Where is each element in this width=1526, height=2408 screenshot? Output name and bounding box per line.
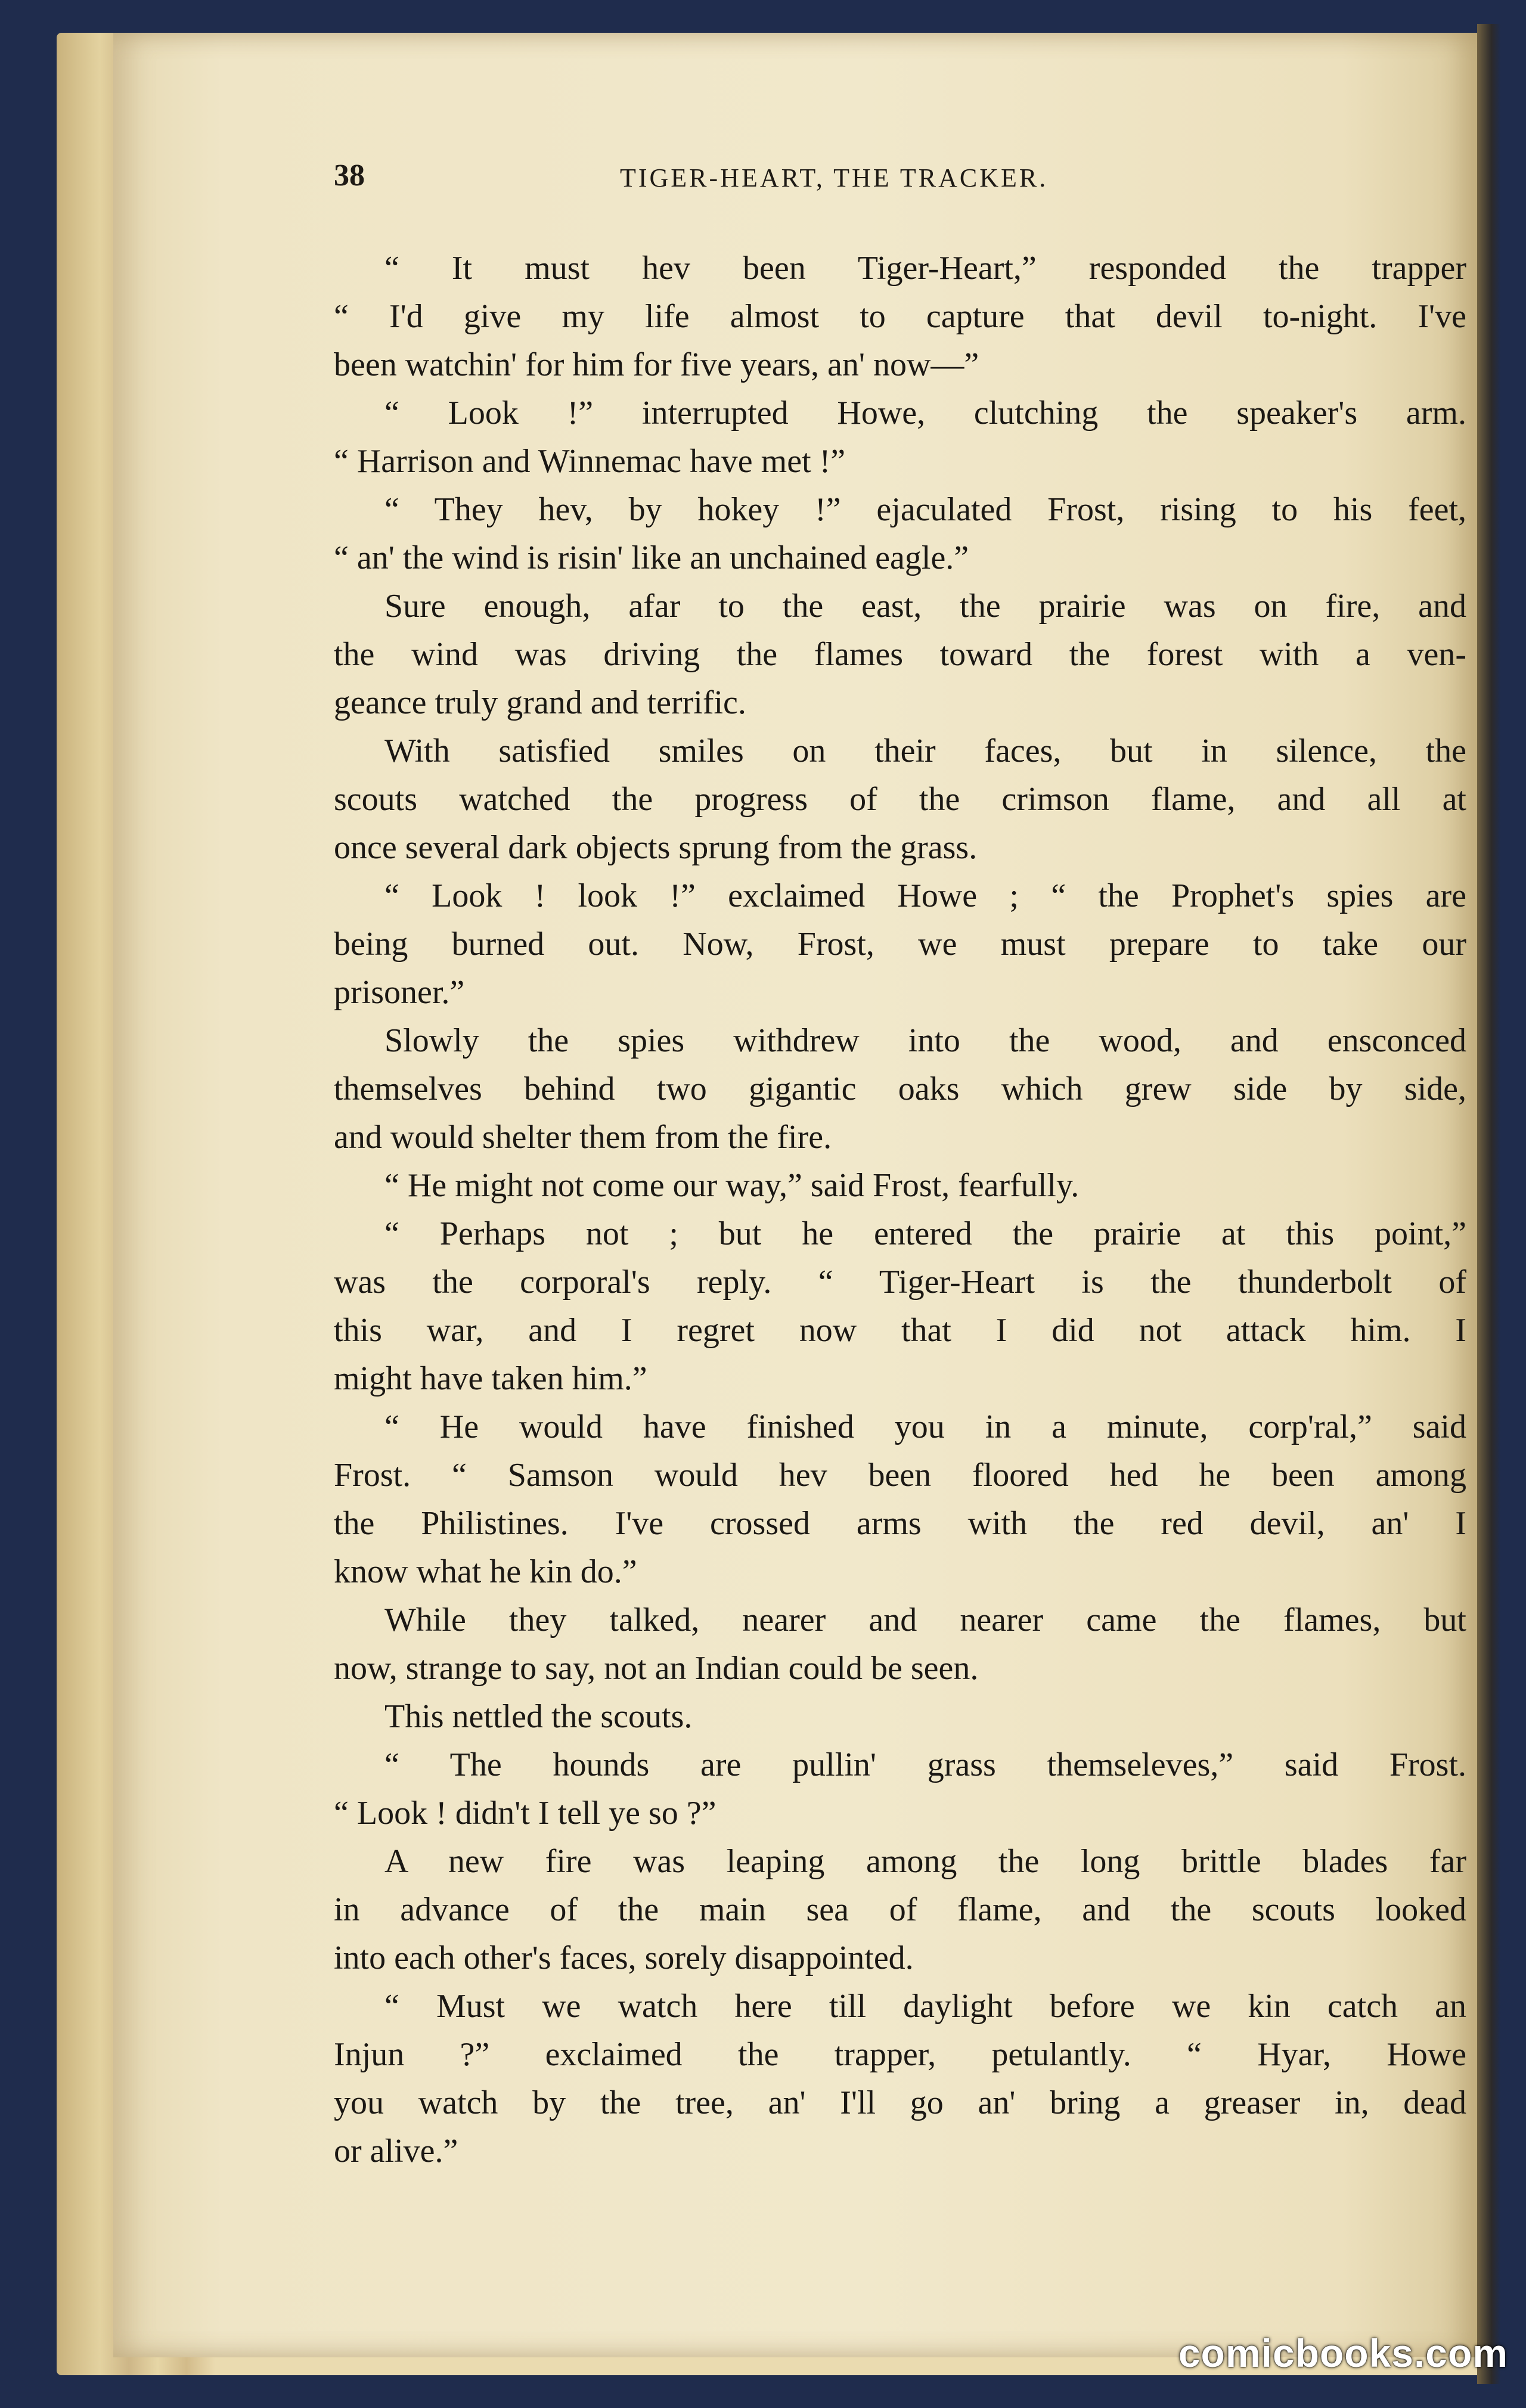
text-line: “ It must hev been Tiger-Heart,” responded the trapper bbox=[384, 250, 1466, 287]
text-line: or alive.” bbox=[334, 2133, 458, 2170]
text-line: and would shelter them from the fire. bbox=[334, 1119, 832, 1156]
text-line: in advance of the main sea of flame, and the scouts looked bbox=[334, 1891, 1466, 1928]
text-line: While they talked, nearer and nearer came the flames, but bbox=[384, 1602, 1466, 1639]
text-line: Injun ?” exclaimed the trapper, petulantly. “ Hyar, Howe bbox=[334, 2036, 1466, 2073]
text-line: been watchin' for him for five years, an' now—” bbox=[334, 346, 979, 383]
text-line: A new fire was leaping among the long brittle blades far bbox=[384, 1843, 1466, 1880]
text-line: Frost. “ Samson would hev been floored hed he been among bbox=[334, 1457, 1466, 1494]
text-line: “ He might not come our way,” said Frost, fearfully. bbox=[384, 1167, 1080, 1204]
body-text bbox=[334, 244, 1466, 2176]
text-line: “ Perhaps not ; but he entered the prairie at this point,” bbox=[384, 1215, 1466, 1252]
text-line: into each other's faces, sorely disappointed. bbox=[334, 1940, 914, 1976]
text-line: the wind was driving the flames toward the forest with a ven- bbox=[334, 636, 1466, 673]
text-line: this war, and I regret now that I did not attack him. I bbox=[334, 1312, 1466, 1349]
text-line: geance truly grand and terrific. bbox=[334, 684, 746, 721]
text-line: Slowly the spies withdrew into the wood, and ensconced bbox=[384, 1022, 1466, 1059]
text-line: With satisfied smiles on their faces, but in silence, the bbox=[384, 733, 1466, 769]
text-line: “ The hounds are pullin' grass themseleves,” said Frost. bbox=[384, 1746, 1466, 1783]
text-line: know what he kin do.” bbox=[334, 1553, 637, 1590]
watermark-logo: comicbooks.com bbox=[1178, 2331, 1508, 2375]
running-head: TIGER-HEART, THE TRACKER. bbox=[620, 163, 1049, 193]
text-line: This nettled the scouts. bbox=[384, 1698, 693, 1735]
text-line: “ He would have finished you in a minute, corp'ral,” said bbox=[384, 1408, 1466, 1445]
text-line: you watch by the tree, an' I'll go an' bring a greaser in, dead bbox=[334, 2084, 1466, 2121]
text-line: once several dark objects sprung from the grass. bbox=[334, 829, 978, 866]
text-line: themselves behind two gigantic oaks which grew side by side, bbox=[334, 1070, 1466, 1107]
text-line: “ They hev, by hokey !” ejaculated Frost, rising to his feet, bbox=[384, 491, 1466, 528]
binding-gutter bbox=[1477, 24, 1501, 2384]
text-line: “ Must we watch here till daylight before we kin catch an bbox=[384, 1988, 1466, 2025]
text-line: might have taken him.” bbox=[334, 1360, 647, 1397]
text-line: Sure enough, afar to the east, the prairie was on fire, and bbox=[384, 588, 1466, 625]
page-number: 38 bbox=[334, 159, 365, 193]
text-line: now, strange to say, not an Indian could be seen. bbox=[334, 1650, 979, 1687]
text-line: “ Harrison and Winnemac have met !” bbox=[334, 443, 846, 480]
text-line: “ Look ! look !” exclaimed Howe ; “ the Prophet's spies are bbox=[384, 877, 1466, 914]
text-line: “ Look ! didn't I tell ye so ?” bbox=[334, 1795, 717, 1832]
text-line: “ Look !” interrupted Howe, clutching the speaker's arm. bbox=[384, 395, 1466, 432]
text-line: was the corporal's reply. “ Tiger-Heart is the thunderbolt of bbox=[334, 1264, 1466, 1301]
text-line: “ I'd give my life almost to capture that devil to-night. I've bbox=[334, 298, 1466, 335]
text-line: being burned out. Now, Frost, we must prepare to take our bbox=[334, 926, 1466, 963]
page-header bbox=[334, 158, 1466, 206]
text-line: prisoner.” bbox=[334, 974, 465, 1011]
text-line: scouts watched the progress of the crimson flame, and all at bbox=[334, 781, 1466, 818]
text-line: the Philistines. I've crossed arms with the red devil, an' I bbox=[334, 1505, 1466, 1542]
text-line: “ an' the wind is risin' like an unchained eagle.” bbox=[334, 539, 969, 576]
